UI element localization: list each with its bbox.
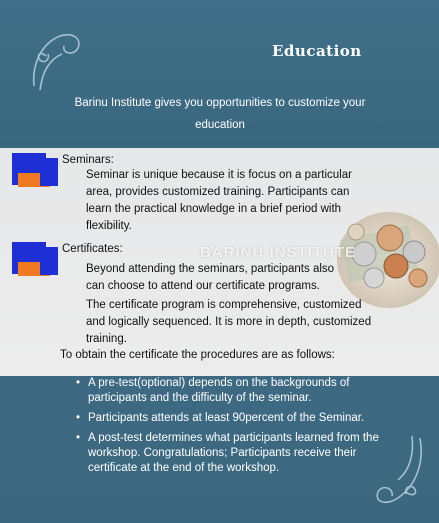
blue-small-square [40, 247, 58, 275]
seminars-heading: Seminars: [62, 154, 114, 166]
list-item: • A pre-test(optional) depends on the backgrounds of participants and the difficulty of the seminar. [76, 376, 396, 406]
seminars-text: Seminar is unique because it is focus on a particular area, provides customized training. Participants can learn the practical knowledge in a brief period with flexibility. [86, 169, 352, 232]
procedure-list [76, 376, 396, 481]
list-item: • A post-test determines what participants learned from the workshop. Congratulations; Participants receive their certificate at the end of the workshop. [76, 431, 396, 476]
certificates-text-1: Beyond attending the seminars, participants also can choose to attend our certificate programs. [86, 263, 335, 292]
list-item: • Participants attends at least 90percent of the Seminar. [76, 411, 396, 426]
intro-text: Barinu Institute gives you opportunities to customize your education [74, 97, 366, 131]
swirl-ornament-top-left [26, 26, 86, 96]
blue-small-square [40, 158, 58, 186]
certificates-text-2: The certificate program is comprehensive, customized and logically sequenced. It is more in depth, customized training. [86, 299, 372, 345]
watermark-logo-text: BARINU INSTITUTE [200, 244, 356, 261]
procedure-intro: To obtain the certificate the procedures are as follows: [60, 349, 335, 361]
certificates-heading: Certificates: [62, 243, 123, 255]
page-title: Education [272, 42, 362, 60]
